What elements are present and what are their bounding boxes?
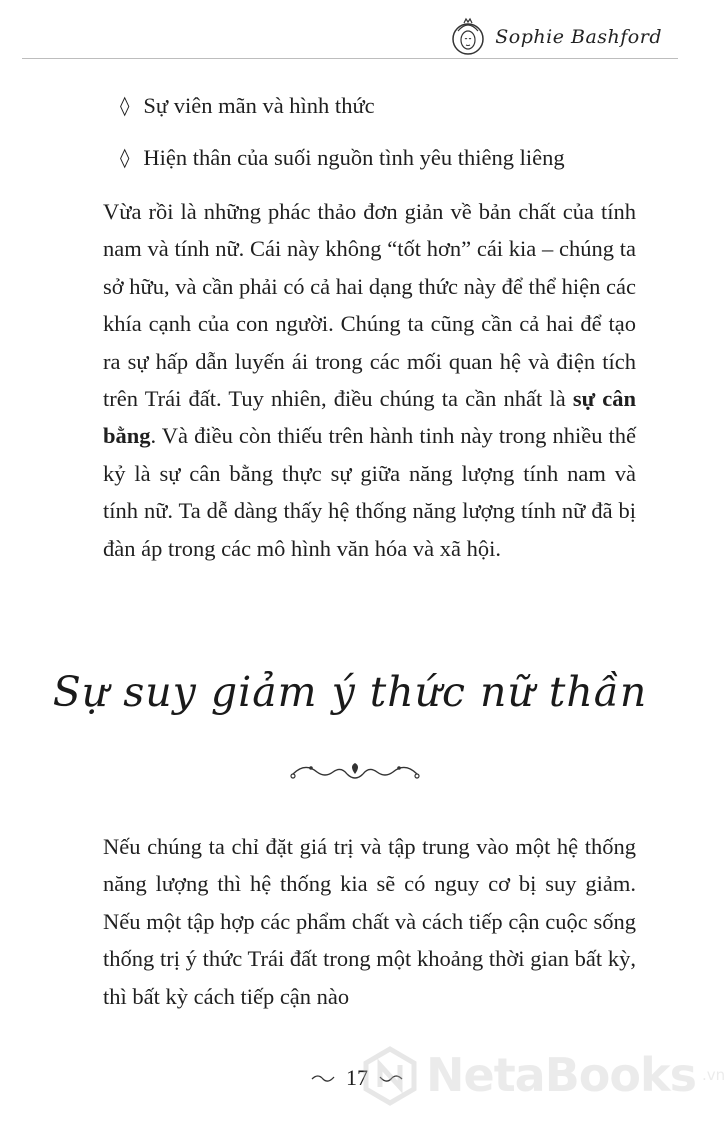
- paragraph-text: . Và điều còn thiếu trên hành tinh này trong nhiều thế kỷ là sự cân bằng thực sự giữa năng lượng tính nam và tính nữ. Ta dễ dàng thấy hệ thống năng lượng tính nữ đã bị đàn áp trong các mô hình văn hóa và xã hội.: [103, 423, 636, 561]
- diamond-bullet-icon: ◊: [120, 95, 130, 117]
- page-number: 17: [346, 1065, 368, 1090]
- bullet-item: [120, 92, 375, 120]
- bullet-item: [120, 144, 565, 172]
- bullet-text: Sự viên mãn và hình thức: [143, 93, 375, 118]
- running-header: [449, 12, 662, 62]
- swirl-left-icon: [310, 1071, 336, 1085]
- body-paragraph-2: [103, 828, 636, 1015]
- netabooks-logo-icon: [360, 1045, 420, 1105]
- flourish-ornament-icon: [285, 758, 425, 788]
- goddess-face-icon: [449, 17, 487, 57]
- watermark: [360, 1040, 725, 1110]
- paragraph-text: Vừa rồi là những phác thảo đơn giản về bản chất của tính nam và tính nữ. Cái này không “tốt hơn” cái kia – chúng ta sở hữu, và cần phải có cả hai dạng thức này để thể hiện các khía cạnh của con người. Chúng ta cũng cần cả hai để tạo ra sự hấp dẫn luyến ái trong các mối quan hệ và điện tích trên Trái đất. Tuy nhiên, điều chúng ta cần nhất là: [103, 199, 636, 412]
- section-heading: Sự suy giảm ý thức nữ thần: [52, 668, 648, 716]
- body-paragraph-1: [103, 193, 636, 567]
- header-divider: [22, 58, 678, 59]
- bullet-text: Hiện thân của suối nguồn tình yêu thiêng liêng: [143, 145, 565, 170]
- emphasis-text: sự cân bằng: [103, 386, 636, 449]
- watermark-suffix: .vn: [701, 1066, 725, 1084]
- paragraph-text: Nếu chúng ta chỉ đặt giá trị và tập trung vào một hệ thống năng lượng thì hệ thống kia sẽ có nguy cơ bị suy giảm. Nếu một tập hợp các phẩm chất và cách tiếp cận cuộc sống thống trị ý thức Trái đất trong một khoảng thời gian bất kỳ, thì bất kỳ cách tiếp cận nào: [103, 834, 636, 1009]
- watermark-text: NetaBooks: [426, 1048, 696, 1102]
- diamond-bullet-icon: ◊: [120, 147, 130, 169]
- author-name: Sophie Bashford: [495, 26, 662, 48]
